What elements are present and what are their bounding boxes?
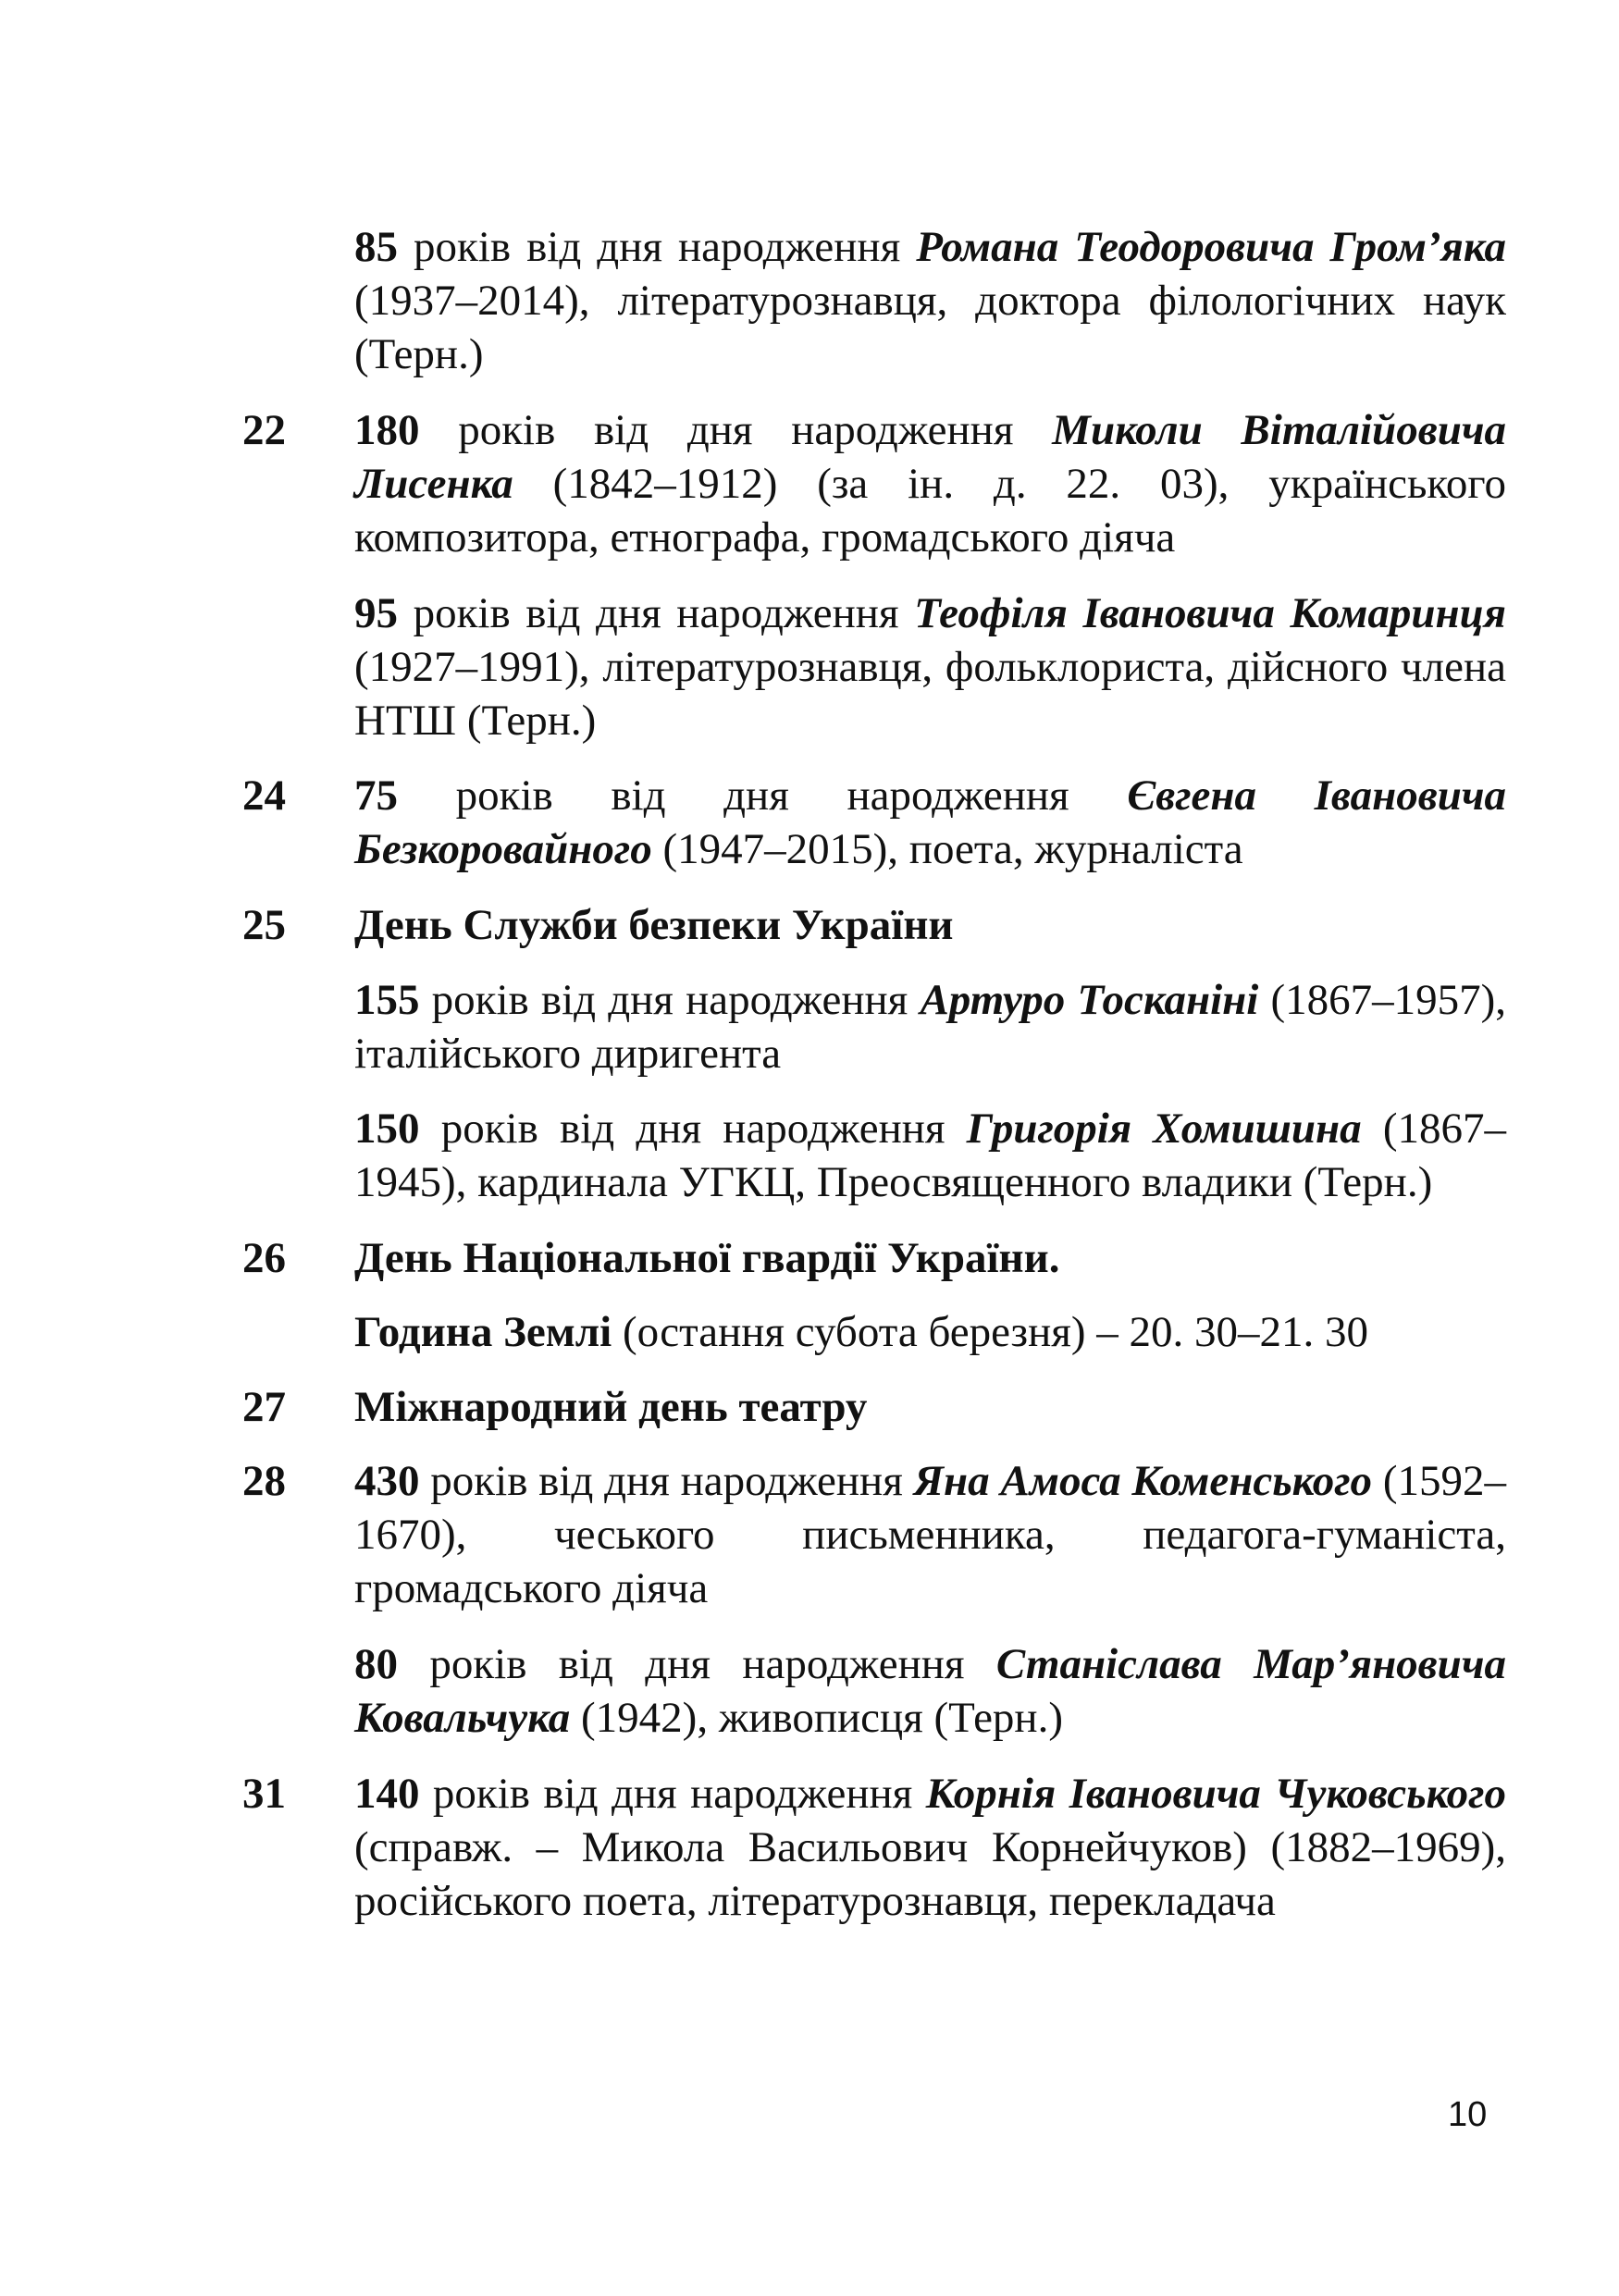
person-name: Артуро Тосканіні (920, 976, 1259, 1024)
entry-phrase: років від дня народження (419, 1457, 914, 1505)
entry-text (354, 403, 1506, 564)
entry-text (354, 586, 1506, 747)
person-name: Григорія Хомишина (966, 1105, 1362, 1153)
entry-details: (1927–1991), літературознавця, фольклориста, дійсного члена НТШ (Терн.) (354, 643, 1506, 745)
entry-text (354, 1637, 1506, 1745)
entry-details: (1867–1945), кардинала УГКЦ, Преосвященного владики (Терн.) (354, 1105, 1507, 1206)
entry-text (354, 1454, 1506, 1615)
anniversary-years: 155 (354, 976, 420, 1024)
anniversary-years: 95 (354, 589, 398, 637)
entry-details: (справж. – Микола Васильович Корнейчуков) (1882–1969), російського поета, літературознавця, перекладача (354, 1823, 1506, 1925)
entry-text (354, 769, 1506, 876)
entry-details: (1937–2014), літературознавця, доктора філологічних наук (Терн.) (354, 277, 1506, 378)
entry-phrase: років від дня народження (419, 976, 921, 1024)
anniversary-years: 180 (354, 406, 420, 454)
person-name: Теофіля Івановича Комаринця (914, 589, 1507, 637)
person-name: Романа Теодоровича Гром’яка (916, 223, 1506, 271)
entry-details: (1592–1670), чеського письменника, педагога-гуманіста, громадського діяча (354, 1457, 1507, 1612)
page-number: 10 (1448, 2095, 1488, 2134)
entry-day: 22 (242, 406, 286, 454)
person-name: Яна Амоса Коменського (913, 1457, 1373, 1505)
entry-day: 27 (242, 1383, 286, 1431)
entry-details: (1947–2015), поета, журналіста (651, 825, 1243, 873)
person-name: Євгена Івановича Безкоровайного (354, 772, 1507, 873)
holiday-title: Міжнародний день театру (354, 1383, 868, 1431)
entry-details: (1842–1912) (за ін. д. 22. 03), українського композитора, етнографа, громадського діяча (354, 460, 1506, 562)
entry-day: 25 (242, 901, 286, 949)
person-name: Корнія Івановича Чуковського (925, 1770, 1506, 1818)
entry-day: 31 (242, 1770, 286, 1818)
entry-text (354, 973, 1506, 1080)
person-name: Станіслава Мар’яновича Ковальчука (354, 1640, 1506, 1742)
anniversary-years: 140 (354, 1770, 420, 1818)
entry-details: (1942), живописця (Терн.) (570, 1694, 1063, 1742)
entry-details: (остання субота березня) – 20. 30–21. 30 (612, 1308, 1369, 1356)
anniversary-years: 75 (354, 772, 398, 820)
entry-text (354, 1305, 1506, 1359)
entry-text (354, 220, 1506, 381)
entry-text (354, 1102, 1506, 1209)
entry-phrase: років від дня народження (419, 1105, 967, 1153)
entry-phrase: років від дня народження (419, 406, 1053, 454)
entry-details: (1867–1957), італійського диригента (354, 976, 1506, 1078)
event-title: Година Землі (354, 1308, 612, 1356)
person-name: Миколи Віталійовича Лисенка (354, 406, 1506, 508)
entry-phrase: років від дня народження (398, 772, 1128, 820)
entry-text (354, 1767, 1506, 1928)
holiday-title: День Національної гвардії України. (354, 1234, 1060, 1282)
entry-phrase: років від дня народження (419, 1770, 926, 1818)
anniversary-years: 150 (354, 1105, 420, 1153)
entry-phrase: років від дня народження (398, 223, 917, 271)
anniversary-years: 430 (354, 1457, 420, 1505)
entry-phrase: років від дня народження (398, 1640, 996, 1688)
entry-day: 26 (242, 1234, 286, 1282)
entry-day: 28 (242, 1457, 286, 1505)
entry-phrase: років від дня народження (398, 589, 915, 637)
anniversary-years: 80 (354, 1640, 398, 1688)
holiday-title: День Служби безпеки України (354, 901, 954, 949)
anniversary-years: 85 (354, 223, 398, 271)
entry-day: 24 (242, 772, 286, 820)
